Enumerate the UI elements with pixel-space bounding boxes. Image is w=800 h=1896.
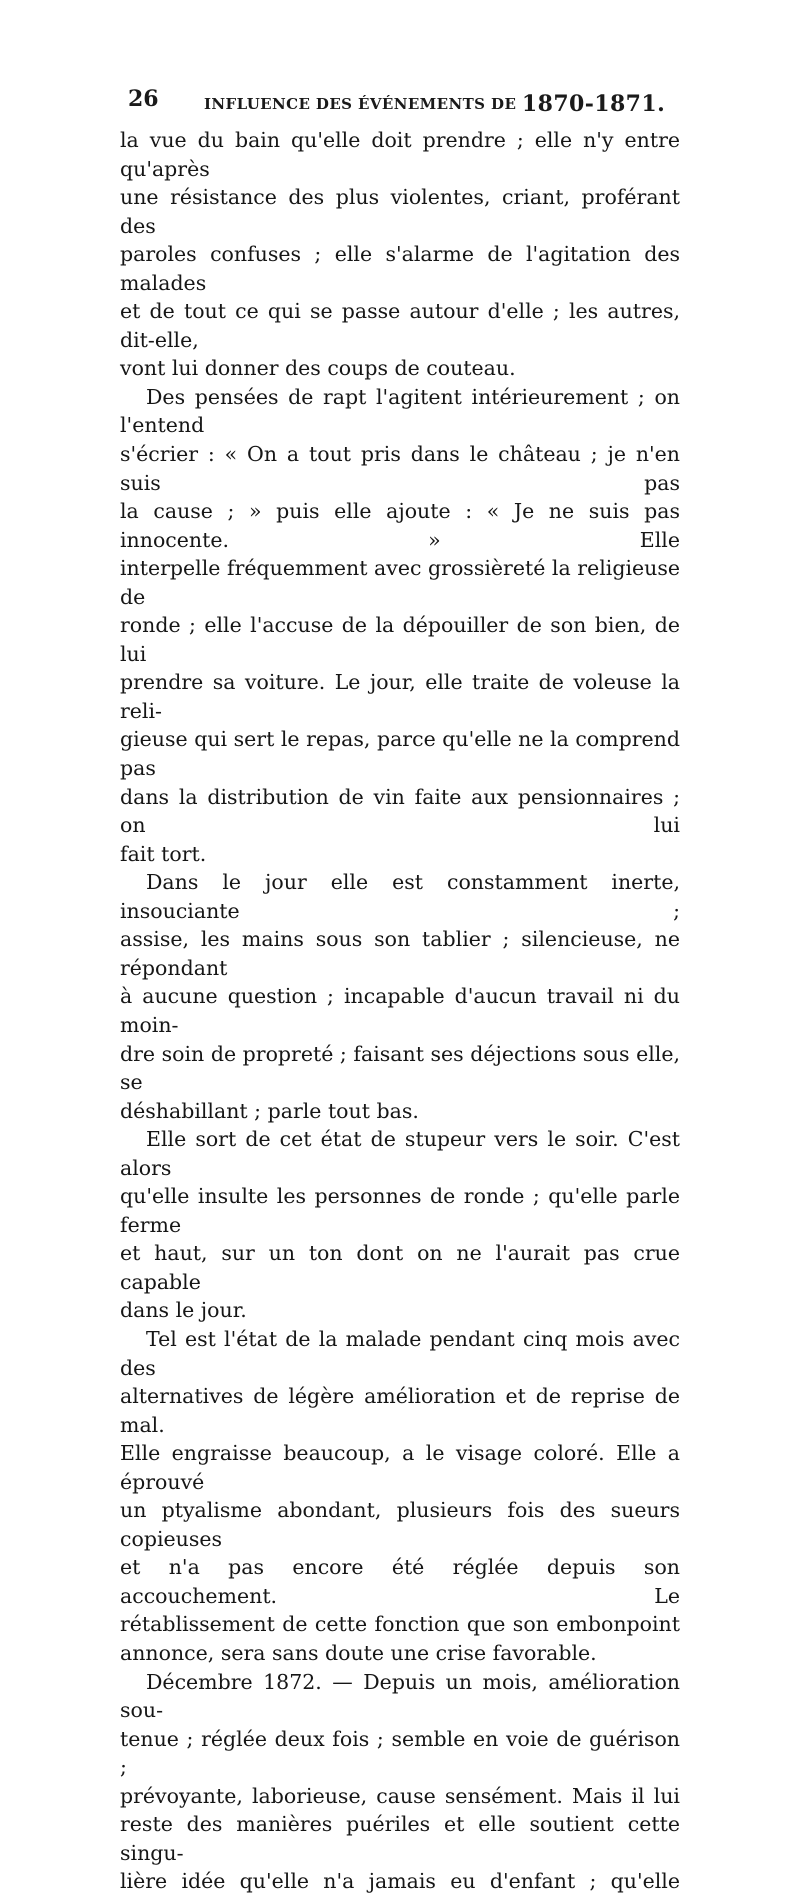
text-line: lière idée qu'elle n'a jamais eu d'enfant ; qu'elle: [120, 1869, 680, 1894]
text-line: assise, les mains sous son tablier ; silencieuse, ne répondant: [120, 927, 680, 980]
running-title: [204, 89, 665, 115]
text-line: déshabillant ; parle tout bas.: [120, 1098, 419, 1123]
text-line: Elle engraisse beaucoup, a le visage coloré. Elle a éprouvé: [120, 1441, 680, 1494]
text-line: un ptyalisme abondant, plusieurs fois des sueurs copieuses: [120, 1498, 680, 1551]
text-line: une résistance des plus violentes, criant, proférant des: [120, 185, 680, 238]
text-line: la cause ; » puis elle ajoute : « Je ne suis pas innocente. » Elle: [120, 499, 680, 552]
page-number: 26: [128, 86, 159, 112]
text-line: dre soin de propreté ; faisant ses déjections sous elle, se: [120, 1041, 680, 1095]
text-line: tenue ; réglée deux fois ; semble en voie de guérison ;: [120, 1726, 680, 1780]
text-line: Elle sort de cet état de stupeur vers le soir. C'est alors: [120, 1127, 680, 1180]
page-header: [128, 84, 680, 120]
text-line: Dans le jour elle est constamment inerte, insouciante ;: [120, 870, 680, 923]
body-text: [120, 126, 680, 1896]
text-line: Des pensées de rapt l'agitent intérieurement ; on l'entend: [120, 384, 680, 438]
text-line: interpelle fréquemment avec grossièreté la religieuse de: [120, 556, 680, 609]
text-line: à aucune question ; incapable d'aucun travail ni du moin-: [120, 984, 680, 1037]
text-line: ronde ; elle l'accuse de la dépouiller de son bien, de lui: [120, 613, 680, 666]
text-line: alternatives de légère amélioration et de reprise de mal.: [120, 1384, 680, 1437]
text-line: et haut, sur un ton dont on ne l'aurait pas crue capable: [120, 1241, 680, 1294]
text-line: et de tout ce qui se passe autour d'elle ; les autres, dit-elle,: [120, 299, 680, 352]
text-line: prendre sa voiture. Le jour, elle traite de voleuse la reli-: [120, 670, 680, 723]
text-line: gieuse qui sert le repas, parce qu'elle ne la comprend pas: [120, 727, 680, 781]
text-line: dans le jour.: [120, 1298, 247, 1323]
text-line: prévoyante, laborieuse, cause sensément. Mais il lui: [120, 1783, 680, 1808]
text-line: qu'elle insulte les personnes de ronde ; qu'elle parle ferme: [120, 1184, 680, 1237]
text-line: vont lui donner des coups de couteau.: [120, 356, 516, 381]
text-line: reste des manières puériles et elle soutient cette singu-: [120, 1812, 680, 1865]
text-line: rétablissement de cette fonction que son embonpoint: [120, 1612, 680, 1637]
text-line: s'écrier : « On a tout pris dans le château ; je n'en suis pas: [120, 442, 680, 495]
text-line: Décembre 1872. — Depuis un mois, amélioration sou-: [120, 1669, 680, 1723]
text-line: annonce, sera sans doute une crise favorable.: [120, 1640, 597, 1665]
text-line: et n'a pas encore été réglée depuis son accouchement. Le: [120, 1555, 680, 1608]
text-line: dans la distribution de vin faite aux pensionnaires ; on lui: [120, 784, 680, 838]
running-title-years: 1870-1871.: [521, 91, 666, 117]
text-line: la vue du bain qu'elle doit prendre ; elle n'y entre qu'après: [120, 128, 680, 181]
text-line: fait tort.: [120, 841, 207, 866]
text-line: Tel est l'état de la malade pendant cinq mois avec des: [120, 1326, 680, 1380]
text-line: paroles confuses ; elle s'alarme de l'agitation des malades: [120, 242, 680, 295]
running-title-text: INFLUENCE DES ÉVÉNEMENTS DE: [204, 95, 517, 113]
